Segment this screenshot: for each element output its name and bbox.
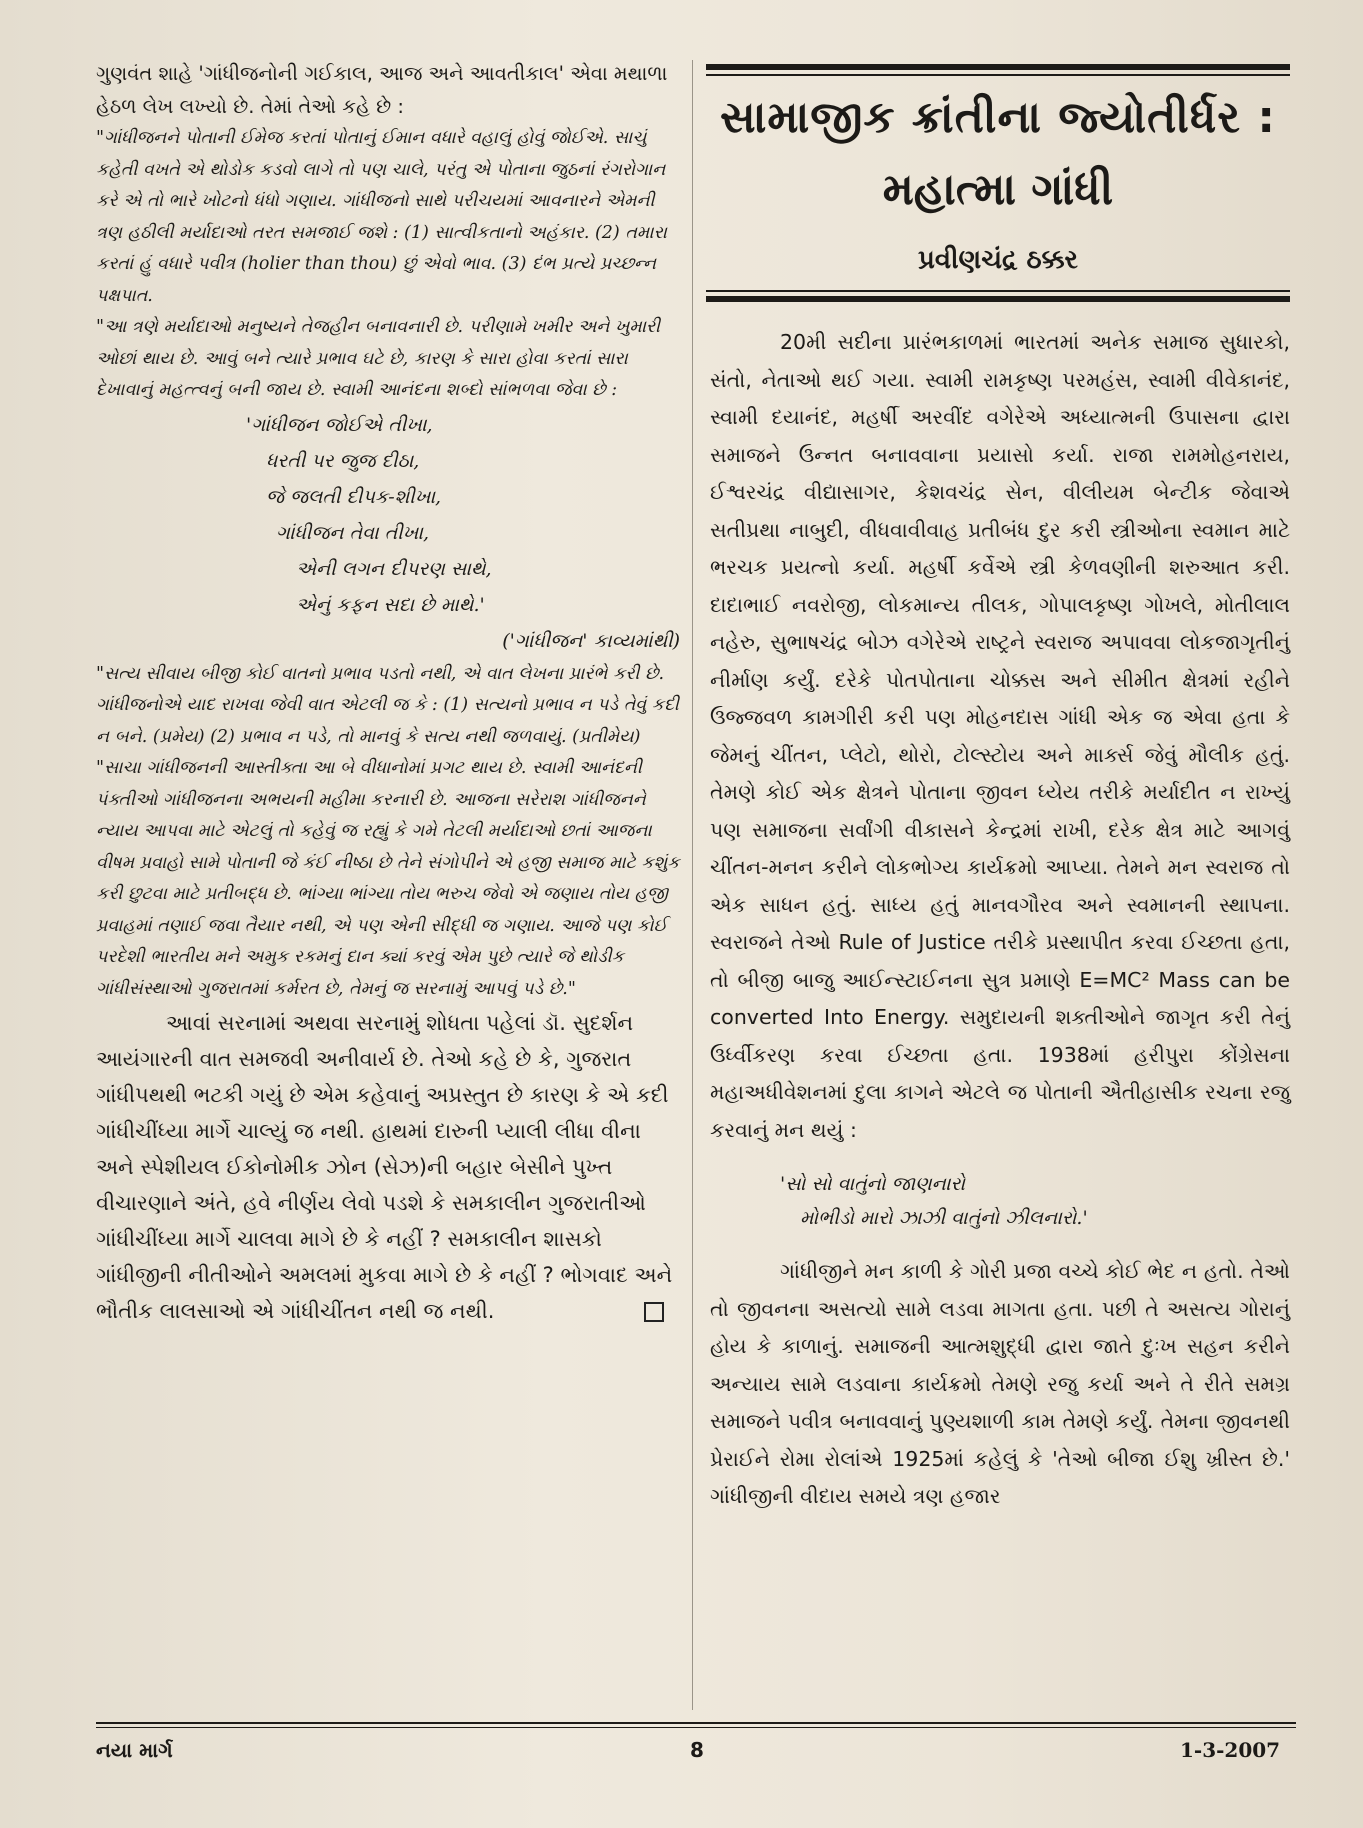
right-quote-line-2: મોભીડો મારો ઝાઝી વાતુંનો ઝીલનારો.' (800, 1207, 1088, 1229)
quote-paragraph-4: "સાચા ગાંધીજનની આસ્તીક્તા આ બે વીધાનોમાં પ્રગટ થાય છે. સ્વામી આનંદની પંક્તીઓ ગાંધીજનના અભયની મહીમા કરનારી છે. આજના સરેરાશ ગાંધીજનને ન્યાય આપવા માટે એટલું તો કહેવું જ રહ્યું કે ગમે તેટલી મર્યાદાઓ છતાં આજના વીષમ પ્રવાહો સામે પોતાની જે કંઈ નીષ્ઠા છે તેને સંગોપીને એ હજી સમાજ માટે કશુંક કરી છુટવા માટે પ્રતીબદ્ધ છે. ભાંગ્યા ભાંગ્યા તોય ભરુચ જેવો એ જણાય તોય હજી પ્રવાહમાં તણાઈ જવા તૈયાર નથી, એ પણ એની સીદ્ધી જ ગણાય. આજે પણ કોઈ પરદેશી ભારતીય મને અમુક રકમનું દાન ક્યાં કરવું એમ પુછે ત્યારે જે થોડીક ગાંધીસંસ્થાઓ ગુજરાતમાં કર્મરત છે, તેમનું જ સરનામું આપવું પડે છે." (96, 758, 680, 999)
poem-line: 'ગાંધીજન જોઈએ તીખા, (246, 413, 433, 436)
quote-paragraph-3: "સત્ય સીવાય બીજી કોઈ વાતનો પ્રભાવ પડતો નથી, એ વાત લેખના પ્રારંભે કરી છે. ગાંધીજનોએ યાદ રાખવા જેવી વાત એટલી જ કે : (1) સત્યનો પ્રભાવ ન પડે તેવું કદી ન બને. (પ્રમેય) (2) પ્રભાવ ન પડે, તો માનવું કે સત્ય નથી જળવાયું. (પ્રતીમેય) (96, 663, 679, 747)
column-divider (692, 60, 693, 1710)
closing-paragraph: આવાં સરનામાં અથવા સરનામું શોધતા પહેલાં ડૉ. સુદર્શન આયંગારની વાત સમજવી અનીવાર્ય છે. તેઓ કહે છે કે, ગુજરાત ગાંધીપથથી ભટકી ગયું છે એમ કહેવાનું અપ્રસ્તુત છે કારણ કે એ કદી ગાંધીચીંધ્યા માર્ગે ચાલ્યું જ નથી. હાથમાં દારુની પ્યાલી લીધા વીના અને સ્પેશીયલ ઈકોનોમીક ઝોન (સેઝ)ની બહાર બેસીને પુખ્ત વીચારણાને અંતે, હવે નીર્ણય લેવો પડશે કે સમકાલીન ગુજરાતીઓ ગાંધીચીંધ્યા માર્ગે ચાલવા માગે છે કે નહીં ? સમકાલીન શાસકો ગાંધીજીની નીતીઓને અમલમાં મુકવા માગે છે કે નહીં ? ભોગવાદ અને ભૌતીક લાલસાઓ એ ગાંધીચીંતન નથી જ નથી. (96, 1011, 673, 1324)
footer-rule (96, 1722, 1296, 1724)
right-column (710, 324, 1290, 1516)
article-title-line-2: મહાત્મા ગાંધી (882, 164, 1114, 215)
title-rule-bottom-thin (706, 290, 1290, 292)
poem-line: જે જલતી દીપક-શીખા, (266, 485, 442, 508)
footer-date: 1-3-2007 (1180, 1738, 1281, 1762)
intro-paragraph: ગુણવંત શાહે 'ગાંધીજનોની ગઈકાલ, આજ અને આવતીકાલ' એવા મથાળા હેઠળ લેખ લખ્યો છે. તેમાં તેઓ કહે છે : (96, 62, 668, 118)
footer-page-number: 8 (690, 1738, 704, 1762)
poem (96, 407, 680, 659)
footer-magazine-name: નયા માર્ગ (96, 1738, 173, 1762)
poem-line: એનું કફન સદા છે માથે.' (296, 593, 485, 616)
article-title-line-1: સામાજીક ક્રાંતીના જ્યોતીર્ધર : (720, 92, 1276, 143)
right-paragraph-1: 20મી સદીના પ્રારંભકાળમાં ભારતમાં અનેક સમાજ સુધારકો, સંતો, નેતાઓ થઈ ગયા. સ્વામી રામકૃષ્ણ પરમહંસ, સ્વામી વીવેકાનંદ, સ્વામી દયાનંદ, મહર્ષી અરવીંદ વગેરેએ અધ્યાત્મની ઉપાસના દ્વારા સમાજને ઉન્નત બનાવવાના પ્રયાસો કર્યા. રાજા રામમોહનરાય, ઈશ્વરચંદ્ર વીદ્યાસાગર, કેશવચંદ્ર સેન, વીલીયમ બેન્ટીક જેવાએ સતીપ્રથા નાબુદી, વીધવાવીવાહ પ્રતીબંધ દુર કરી સ્ત્રીઓના સ્વમાન માટે ભરચક પ્રયત્નો કર્યા. મહર્ષી કર્વેએ સ્ત્રી કેળવણીની શરુઆત કરી. દાદાભાઈ નવરોજી, લોકમાન્ય તીલક, ગોપાલકૃષ્ણ ગોખલે, મોતીલાલ નહેરુ, સુભાષચંદ્ર બોઝ વગેરેએ રાષ્ટ્રને સ્વરાજ અપાવવા લોકજાગૃતીનું નીર્માણ કર્યું. દરેકે પોતપોતાના ચોક્કસ અને સીમીત ક્ષેત્રમાં રહીને ઉજ્જવળ કામગીરી કરી પણ મોહનદાસ ગાંધી એક જ એવા હતા કે જેમનું ચીંતન, પ્લેટો, થોરો, ટોલ્સ્ટોય અને માર્ક્સ જેવું મૌલીક હતું. તેમણે કોઈ એક ક્ષેત્રને પોતાના જીવન ધ્યેય તરીકે મર્યાદીત ન રાખ્યું પણ સમાજના સર્વાંગી વીકાસને કેન્દ્રમાં રાખી, દરેક ક્ષેત્ર માટે આગવું ચીંતન-મનન કરીને લોકભોગ્ય કાર્યક્રમો આપ્યા. તેમને મન સ્વરાજ તો એક સાધન હતું. સાધ્ય હતું માનવગૌરવ અને સ્વમાનની સ્થાપના. સ્વરાજને તેઓ Rule of Justice તરીકે પ્રસ્થાપીત કરવા ઈચ્છતા હતા, તો બીજી બાજુ આઈન્સ્ટાઈનના સુત્ર પ્રમાણે E=MC² Mass can be converted Into Energy. સમુદાયની શક્તીઓને જાગૃત કરી તેનું ઉર્ધ્વીકરણ કરવા ઈચ્છતા હતા. 1938માં હરીપુરા કોંગ્રેસના મહાઅધીવેશનમાં દુલા કાગને એટલે જ પોતાની ઐતીહાસીક રચના રજુ કરવાનું મન થયું : (710, 330, 1290, 1142)
poem-line: ધરતી પર જુજ દીઠા, (266, 449, 420, 472)
title-rule-top-thin (706, 74, 1290, 76)
article-author: પ્રવીણચંદ્ર ઠક્કર (918, 245, 1078, 275)
right-paragraph-2: ગાંધીજીને મન કાળી કે ગોરી પ્રજા વચ્ચે કોઈ ભેદ ન હતો. તેઓ તો જીવનના અસત્યો સામે લડવા માગતા હતા. પછી તે અસત્ય ગોરાનું હોય કે કાળાનું. સમાજની આત્મશુદ્ધી દ્વારા જાતે દુઃખ સહન કરીને અન્યાય સામે લડવાના કાર્યક્રમો તેમણે રજુ કર્યા અને તે રીતે સમગ્ર સમાજને પવીત્ર બનાવવાનું પુણ્યશાળી કામ તેમણે કર્યું. તેમના જીવનથી પ્રેરાઈને રોમા રોલાંએ 1925માં કહેલું કે 'તેઓ બીજા ઈશુ ખ્રીસ્ત છે.' ગાંધીજીની વીદાય સમયે ત્રણ હજાર (710, 1259, 1290, 1508)
end-mark-icon (644, 1302, 664, 1322)
title-rule-bottom (706, 296, 1290, 302)
footer-rule-thin (96, 1727, 1296, 1728)
quote-paragraph-1: "ગાંધીજનને પોતાની ઈમેજ કરતાં પોતાનું ઈમાન વધારે વહાલું હોવું જોઈએ. સાચું કહેતી વખતે એ થોડોક કડવો લાગે તો પણ ચાલે, પરંતુ એ પોતાના જુઠનાં રંગરોગાન કરે એ તો ભારે ખોટનો ધંધો ગણાય. ગાંધીજનો સાથે પરીચયમાં આવનારને એમની ત્રણ હઠીલી મર્યાદાઓ તરત સમજાઈ જશે : (1) સાત્વીકતાનો અહંકાર. (2) તમારા કરતાં હું વધારે પવીત્ર (holier than thou) છું એવો ભાવ. (3) દંભ પ્રત્યે પ્રચ્છન્ન પક્ષપાત. (96, 128, 667, 306)
right-quote-line-1: 'સો સો વાતુંનો જાણનારો (780, 1173, 966, 1195)
left-column (96, 58, 680, 1329)
poem-line: એની લગન દીપરણ સાથે, (296, 557, 492, 580)
poem-line: ગાંધીજન તેવા તીખા, (276, 521, 430, 544)
title-rule-top (706, 64, 1290, 70)
poem-source: ('ગાંધીજન' કાવ્યમાંથી) (502, 629, 680, 652)
quote-paragraph-2: "આ ત્રણે મર્યાદાઓ મનુષ્યને તેજહીન બનાવનારી છે. પરીણામે ખમીર અને ખુમારી ઓછાં થાય છે. આવું બને ત્યારે પ્રભાવ ઘટે છે, કારણ કે સારા હોવા કરતાં સારા દેખાવાનું મહત્ત્વનું બની જાય છે. સ્વામી આનંદના શબ્દો સાંભળવા જેવા છે : (96, 317, 661, 401)
right-quote (710, 1167, 1290, 1235)
